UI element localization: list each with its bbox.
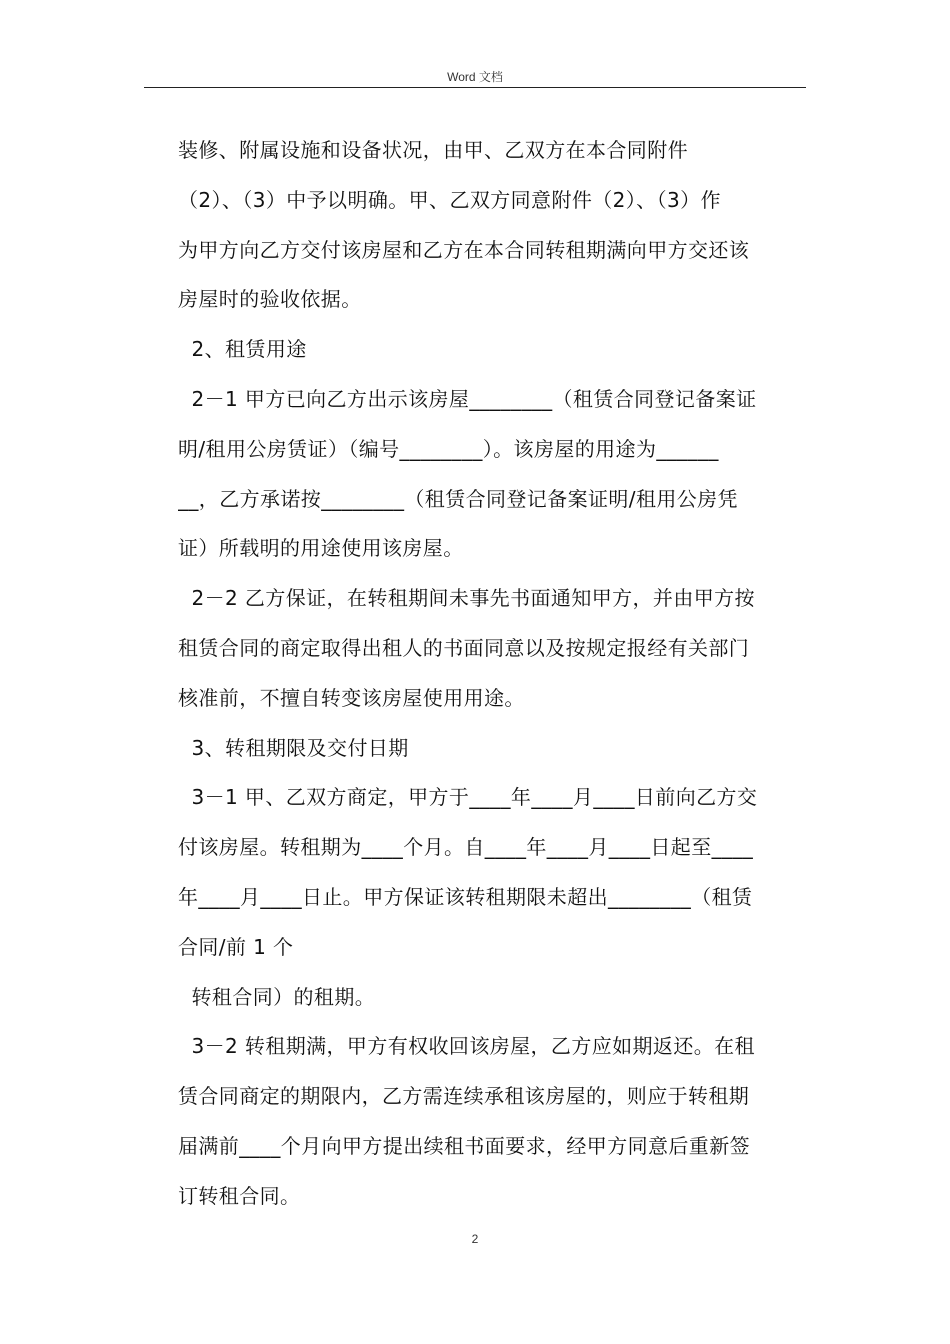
text-line: 为甲方向乙方交付该房屋和乙方在本合同转租期满向甲方交还该 bbox=[178, 237, 750, 262]
text-line: 转租合同）的租期。 bbox=[178, 984, 376, 1009]
text-line: 2－1 甲方已向乙方出示该房屋________（租赁合同登记备案证 bbox=[178, 386, 757, 411]
section-heading: 3、转租期限及交付日期 bbox=[178, 735, 409, 760]
document-body bbox=[178, 126, 808, 1222]
text-line: 合同/前 1 个 bbox=[178, 934, 294, 959]
text-line: 3－1 甲、乙双方商定，甲方于____年____月____日前向乙方交 bbox=[178, 785, 758, 810]
text-line: 证）所载明的用途使用该房屋。 bbox=[178, 536, 464, 561]
text-line: 付该房屋。转租期为____个月。自____年____月____日起至____ bbox=[178, 835, 754, 860]
text-line: 租赁合同的商定取得出租人的书面同意以及按规定报经有关部门 bbox=[178, 635, 750, 660]
text-line: （2）、（3）中予以明确。甲、乙双方同意附件（2）、（3）作 bbox=[178, 187, 721, 212]
text-line: 房屋时的验收依据。 bbox=[178, 287, 362, 312]
page-number: 2 bbox=[471, 1232, 479, 1246]
text-line: 2－2 乙方保证，在转租期间未事先书面通知甲方，并由甲方按 bbox=[178, 586, 755, 611]
page-header: Word 文档 bbox=[447, 70, 503, 84]
text-line: 装修、附属设施和设备状况，由甲、乙双方在本合同附件 bbox=[178, 138, 688, 162]
text-line: 赁合同商定的期限内，乙方需连续承租该房屋的，则应于转租期 bbox=[178, 1084, 750, 1109]
text-line: 订转租合同。 bbox=[178, 1183, 301, 1208]
text-line: 3－2 转租期满，甲方有权收回该房屋，乙方应如期返还。在租 bbox=[178, 1034, 755, 1059]
text-line: 明/租用公房赁证）（编号________）。该房屋的用途为______ bbox=[178, 436, 719, 461]
text-line: 届满前____个月向甲方提出续租书面要求，经甲方同意后重新签 bbox=[178, 1133, 750, 1158]
header-divider bbox=[144, 87, 806, 88]
section-heading: 2、租赁用途 bbox=[178, 337, 307, 362]
text-line: __，乙方承诺按________（租赁合同登记备案证明/租用公房凭 bbox=[178, 486, 738, 511]
text-line: 核准前，不擅自转变该房屋使用用途。 bbox=[178, 685, 525, 710]
text-line: 年____月____日止。甲方保证该转租期限未超出________（租赁 bbox=[178, 884, 753, 909]
